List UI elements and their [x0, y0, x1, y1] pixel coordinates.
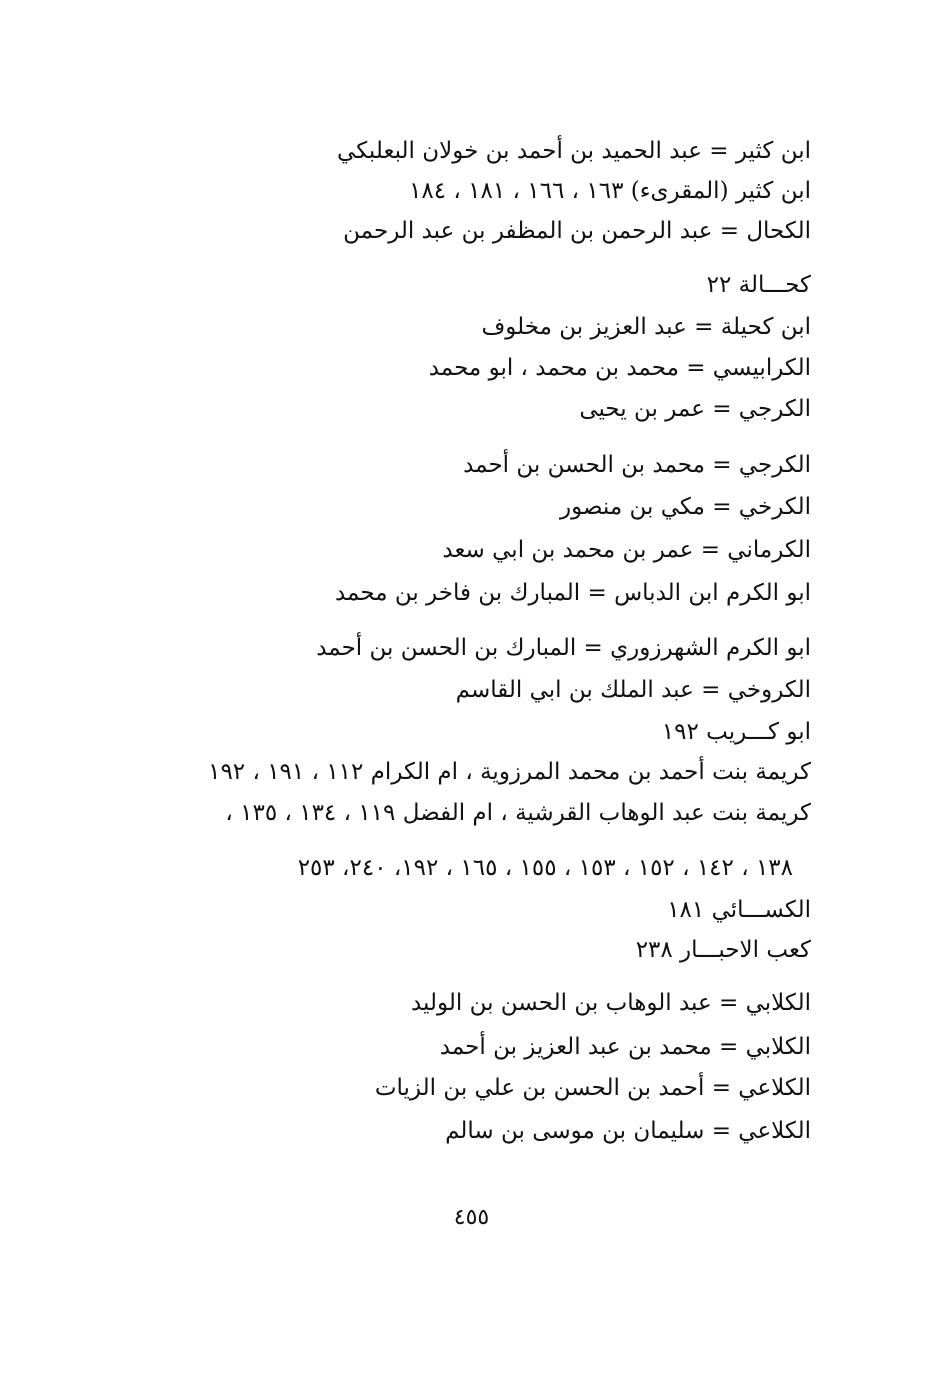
index-entry: ابن كثير (المقرىء) ١٦٣ ، ١٦٦ ، ١٨١ ، ١٨٤ — [409, 178, 811, 204]
index-entry: الكلابي = محمد بن عبد العزيز بن أحمد — [439, 1034, 811, 1060]
index-entry: كريمة بنت أحمد بن محمد المرزوية ، ام الكرام ١١٢ ، ١٩١ ، ١٩٢ — [208, 759, 811, 785]
index-entry: ابو كـــريب ١٩٢ — [661, 719, 811, 745]
index-entry: الكرابيسي = محمد بن محمد ، ابو محمد — [428, 355, 811, 381]
index-entry: الكرجي = عمر بن يحيى — [579, 396, 811, 422]
index-entry: ابو الكرم ابن الدباس = المبارك بن فاخر بن محمد — [334, 580, 811, 606]
index-entry: الكرماني = عمر بن محمد بن ابي سعد — [442, 537, 811, 563]
index-entry: ابن كحيلة = عبد العزيز بن مخلوف — [481, 314, 811, 340]
index-entry: الكلابي = عبد الوهاب بن الحسن بن الوليد — [410, 990, 811, 1016]
page-number: ٤٥٥ — [453, 1205, 490, 1230]
index-entry: الكرخي = مكي بن منصور — [560, 494, 811, 520]
index-entry: ١٣٨ ، ١٤٢ ، ١٥٢ ، ١٥٣ ، ١٥٥ ، ١٦٥ ، ١٩٢، ٢٤٠، ٢٥٣ — [297, 855, 793, 881]
index-entry: الكروخي = عبد الملك بن ابي القاسم — [455, 677, 811, 703]
index-entry: كعب الاحبـــار ٢٣٨ — [635, 937, 811, 963]
index-entry: الكحال = عبد الرحمن بن المظفر بن عبد الرحمن — [343, 218, 811, 244]
index-entry: ابو الكرم الشهرزوري = المبارك بن الحسن بن أحمد — [316, 635, 811, 661]
index-entry: ابن كثير = عبد الحميد بن أحمد بن خولان البعلبكي — [337, 138, 811, 164]
index-entry: الكســـائي ١٨١ — [667, 897, 811, 923]
index-entry: كريمة بنت عبد الوهاب القرشية ، ام الفضل ١١٩ ، ١٣٤ ، ١٣٥ ، — [225, 800, 811, 826]
index-entry: الكلاعي = أحمد بن الحسن بن علي بن الزيات — [374, 1075, 811, 1101]
index-entry: الكلاعي = سليمان بن موسى بن سالم — [445, 1118, 811, 1144]
index-entry: الكرجي = محمد بن الحسن بن أحمد — [463, 452, 811, 478]
index-entry: كحـــالة ٢٢ — [706, 272, 811, 298]
